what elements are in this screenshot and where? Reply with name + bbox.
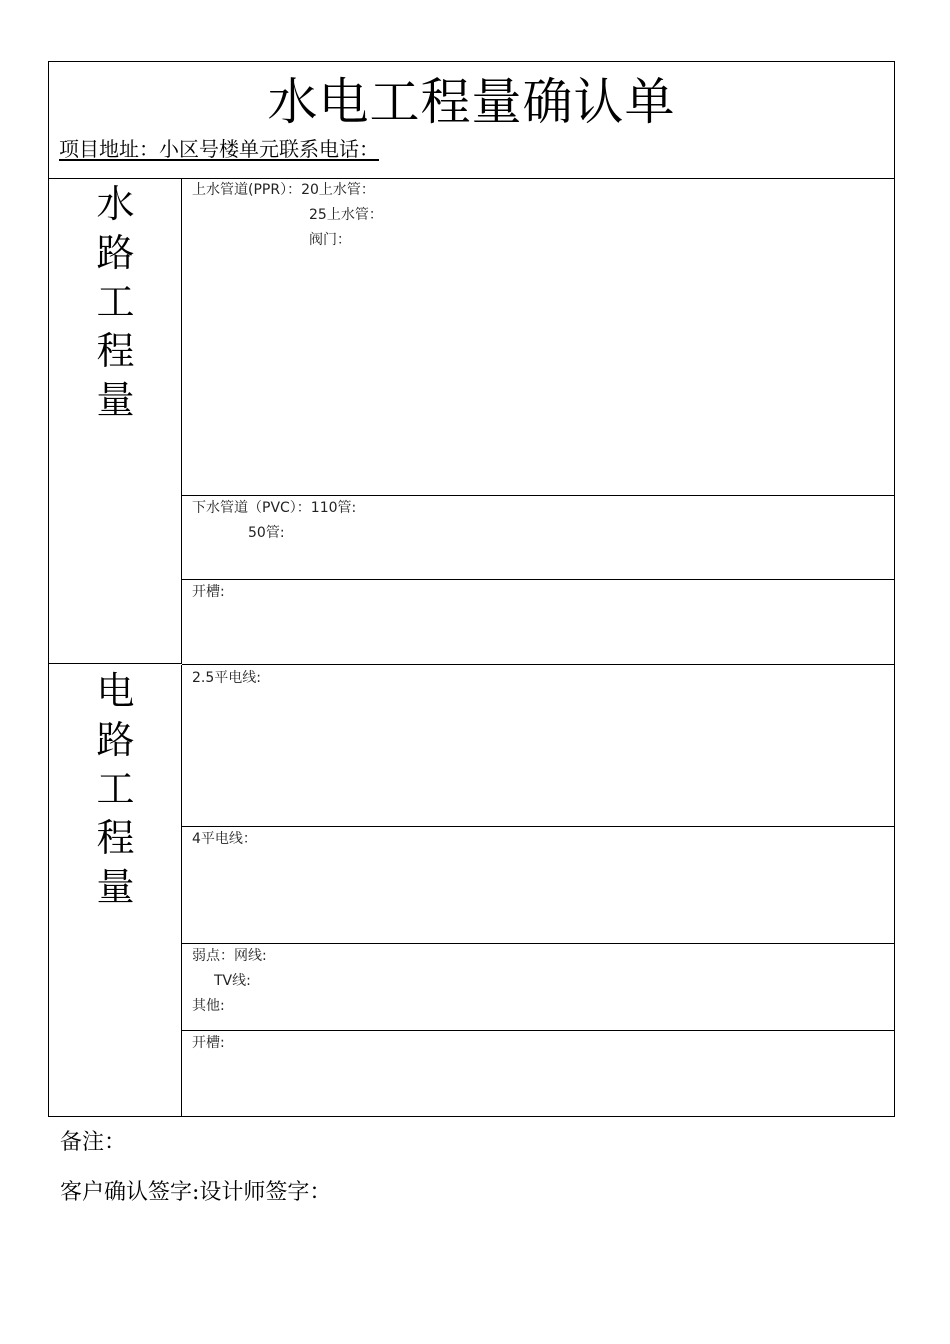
- electric-label-char: 工: [96, 767, 135, 811]
- water-groove-line: 开槽:: [192, 584, 225, 600]
- electric-section-title: [49, 667, 182, 912]
- weak-current-network-line: 弱点：网线:: [192, 948, 267, 964]
- project-address-line: 项目地址：小区号楼单元联系电话：: [59, 137, 379, 161]
- electric-label-char: 程: [96, 816, 135, 860]
- drain-pipe-50-line: 50管:: [248, 525, 285, 541]
- electric-section-label: [49, 665, 182, 1117]
- confirmation-form: [48, 61, 895, 1117]
- section-divider: [182, 664, 894, 665]
- supply-pipe-line: 上水管道(PPR）：20上水管：: [192, 182, 375, 198]
- electric-label-char: 量: [96, 865, 135, 909]
- row-divider: [182, 1030, 894, 1031]
- electric-label-char: 电: [96, 669, 135, 713]
- water-label-char: 量: [96, 378, 135, 422]
- wire-4-line: 4平电线：: [192, 831, 257, 847]
- weak-current-other-line: 其他:: [192, 998, 225, 1014]
- water-label-char: 路: [96, 231, 135, 275]
- water-label-char: 工: [96, 280, 135, 324]
- water-label-char: 程: [96, 329, 135, 373]
- row-divider: [182, 943, 894, 944]
- wire-2-5-line: 2.5平电线:: [192, 670, 261, 686]
- drain-pipe-line: 下水管道（PVC）：110管:: [192, 500, 357, 516]
- weak-current-tv-line: TV线:: [214, 973, 251, 989]
- electric-groove-line: 开槽:: [192, 1035, 225, 1051]
- form-title: 水电工程量确认单: [267, 73, 676, 131]
- supply-pipe-25-line: 25上水管：: [309, 207, 383, 223]
- electric-label-char: 路: [96, 718, 135, 762]
- row-divider: [182, 579, 894, 580]
- water-label-char: 水: [96, 182, 135, 226]
- remarks-label: 备注：: [60, 1130, 127, 1155]
- valve-line: 阀门：: [309, 232, 351, 248]
- signature-line: 客户确认签字:设计师签字：: [60, 1180, 332, 1205]
- row-divider: [182, 826, 894, 827]
- form-header: [49, 62, 894, 179]
- water-section-label: [49, 178, 182, 664]
- water-section-title: [49, 180, 182, 425]
